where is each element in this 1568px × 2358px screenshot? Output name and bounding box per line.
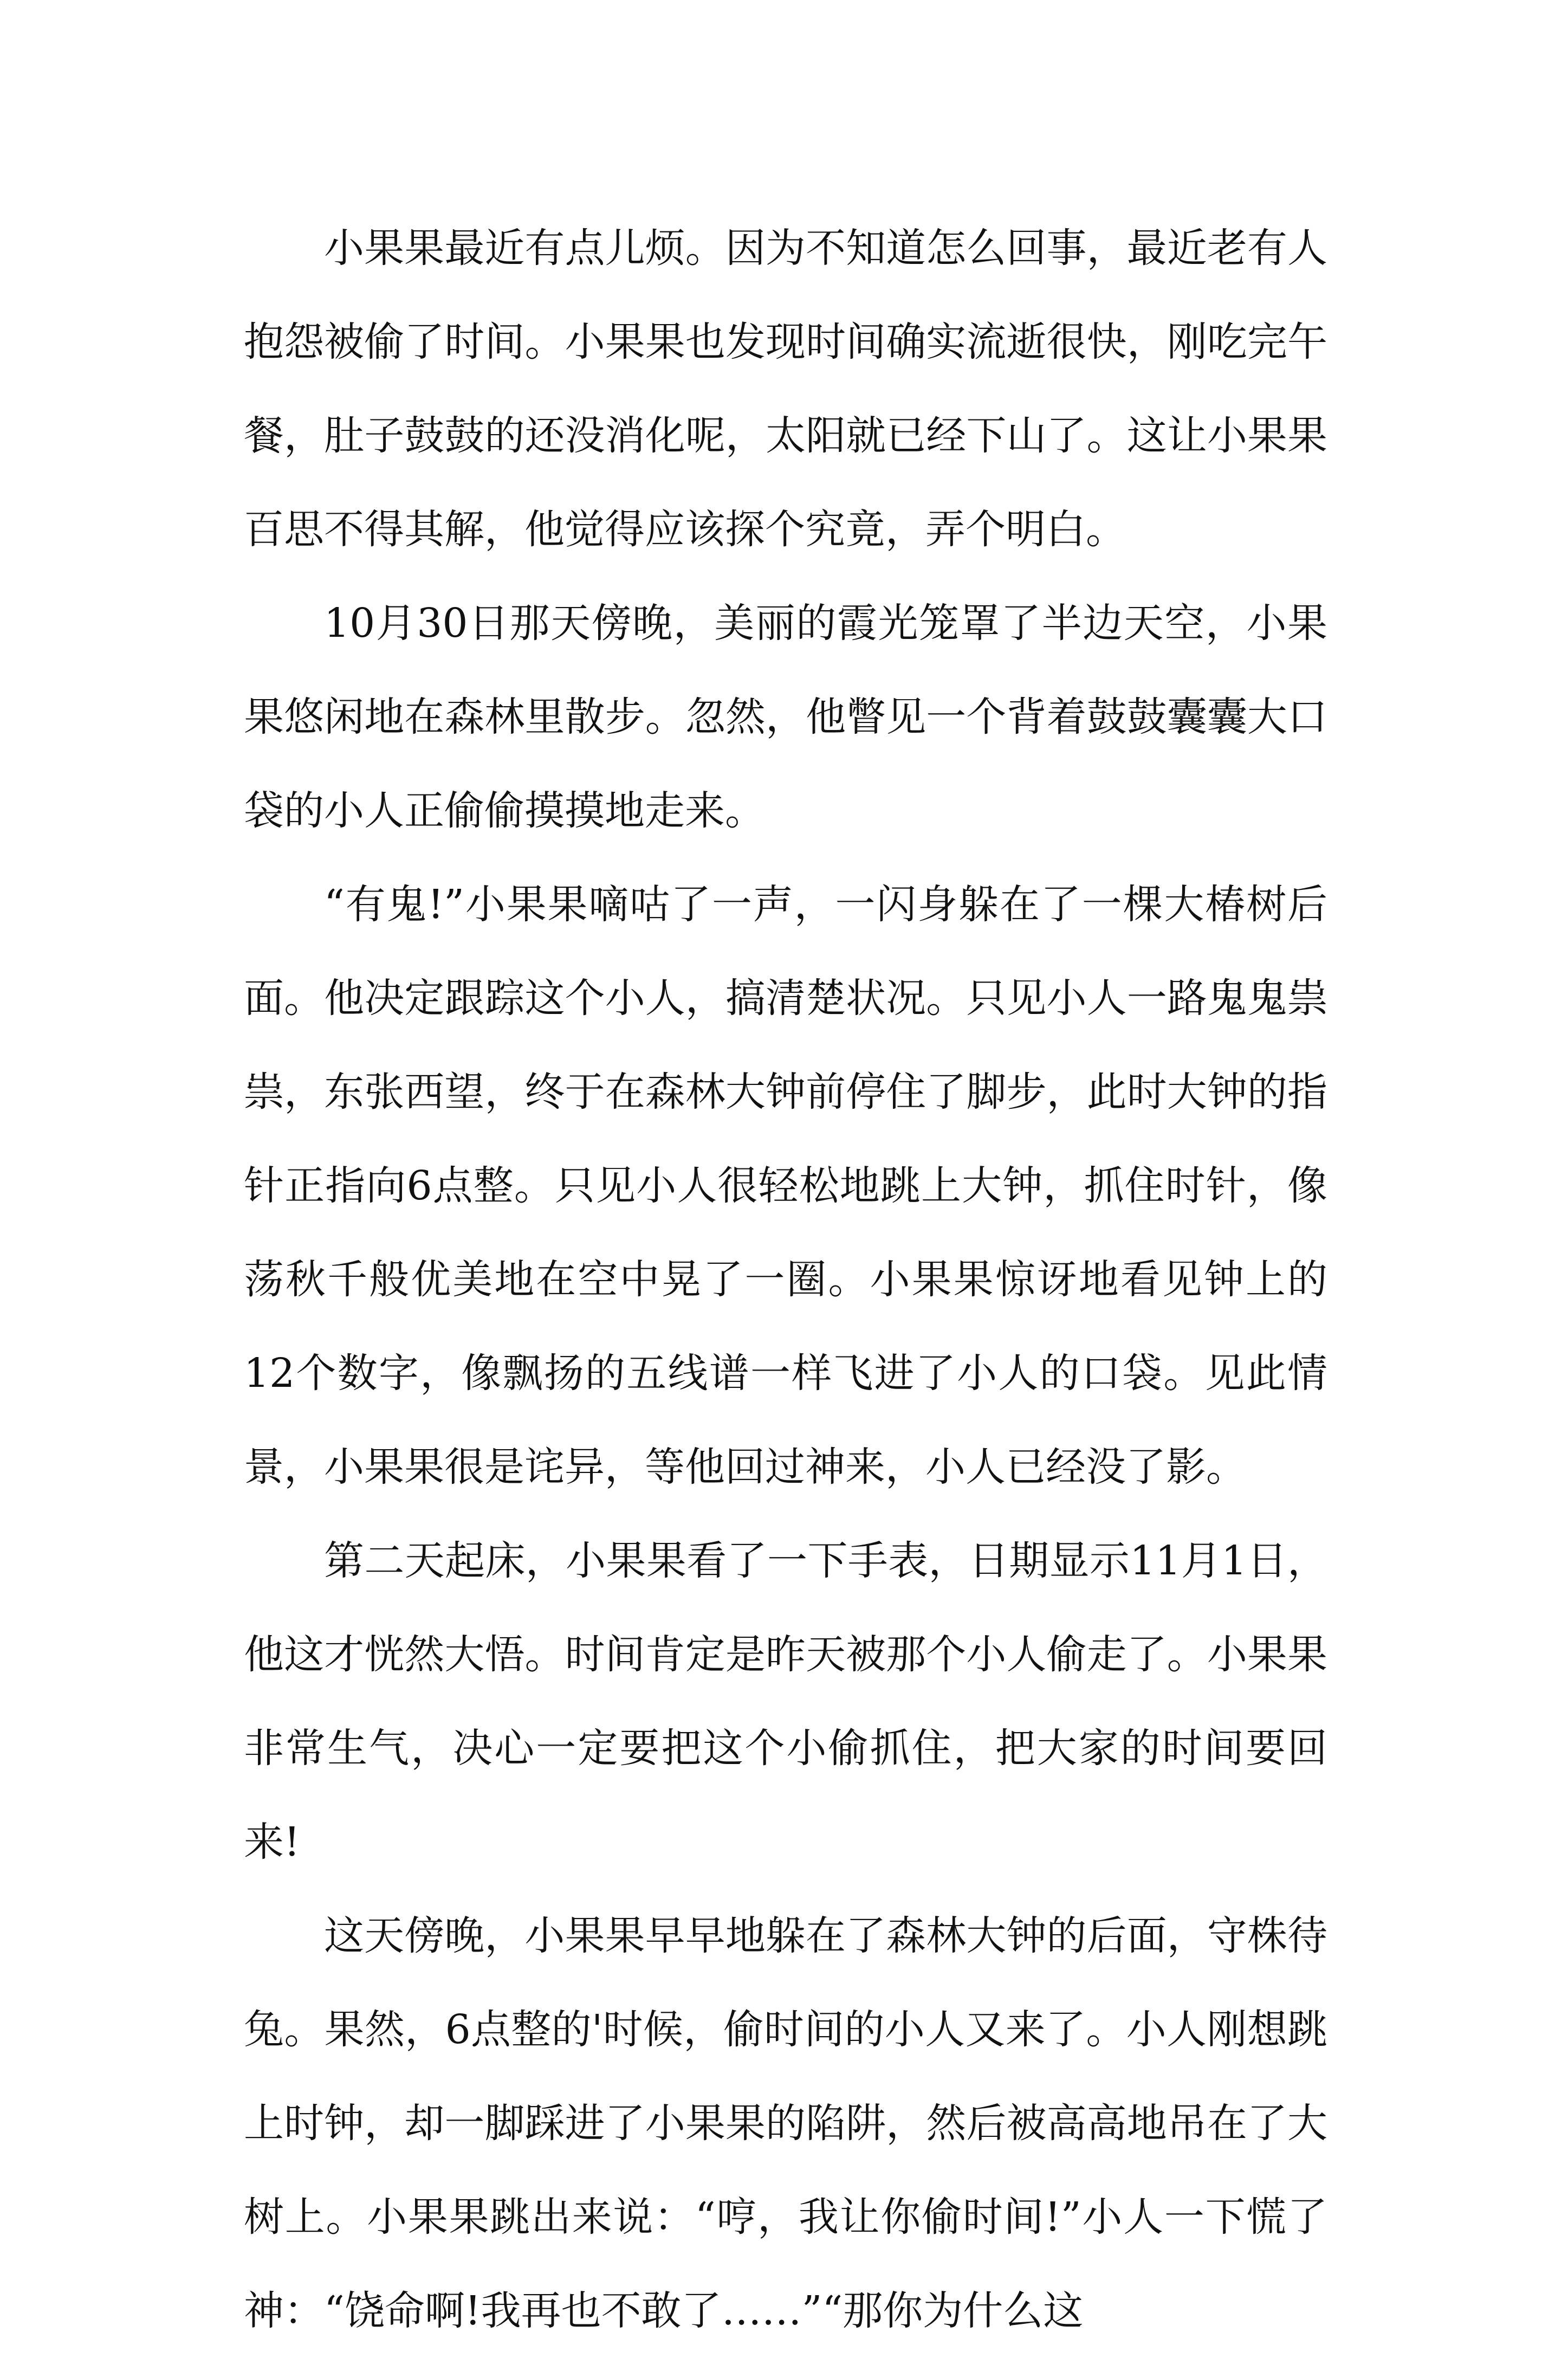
paragraph: 这天傍晚，小果果早早地躲在了森林大钟的后面，守株待兔。果然，6点整的'时候，偷时间的小人又来了。小人刚想跳上时钟，却一脚踩进了小果果的陷阱，然后被高高地吊在了大树上。小果果跳出来说：“哼，我让你偷时间!”小人一下慌了神：“饶命啊!我再也不敢了……”“那你为什么这: [244, 1913, 1327, 2334]
document-body: [244, 202, 1327, 2358]
paragraph: “有鬼!”小果果嘀咕了一声，一闪身躲在了一棵大椿树后面。他决定跟踪这个小人，搞清楚状况。只见小人一路鬼鬼祟祟，东张西望，终于在森林大钟前停住了脚步，此时大钟的指针正指向6点整。只见小人很轻松地跳上大钟，抓住时针，像荡秋千般优美地在空中晃了一圈。小果果惊讶地看见钟上的12个数字，像飘扬的五线谱一样飞进了小人的口袋。见此情景，小果果很是诧异，等他回过神来，小人已经没了影。: [244, 881, 1327, 1490]
paragraph: 10月30日那天傍晚，美丽的霞光笼罩了半边天空，小果果悠闲地在森林里散步。忽然，他瞥见一个背着鼓鼓囊囊大口袋的小人正偷偷摸摸地走来。: [244, 600, 1327, 834]
paragraph: 第二天起床，小果果看了一下手表，日期显示11月1日，他这才恍然大悟。时间肯定是昨天被那个小人偷走了。小果果非常生气，决心一定要把这个小偷抓住，把大家的时间要回来!: [244, 1537, 1327, 1865]
paragraph: 小果果最近有点儿烦。因为不知道怎么回事，最近老有人抱怨被偷了时间。小果果也发现时间确实流逝很快，刚吃完午餐，肚子鼓鼓的还没消化呢，太阳就已经下山了。这让小果果百思不得其解，他觉得应该探个究竟，弄个明白。: [244, 225, 1327, 553]
